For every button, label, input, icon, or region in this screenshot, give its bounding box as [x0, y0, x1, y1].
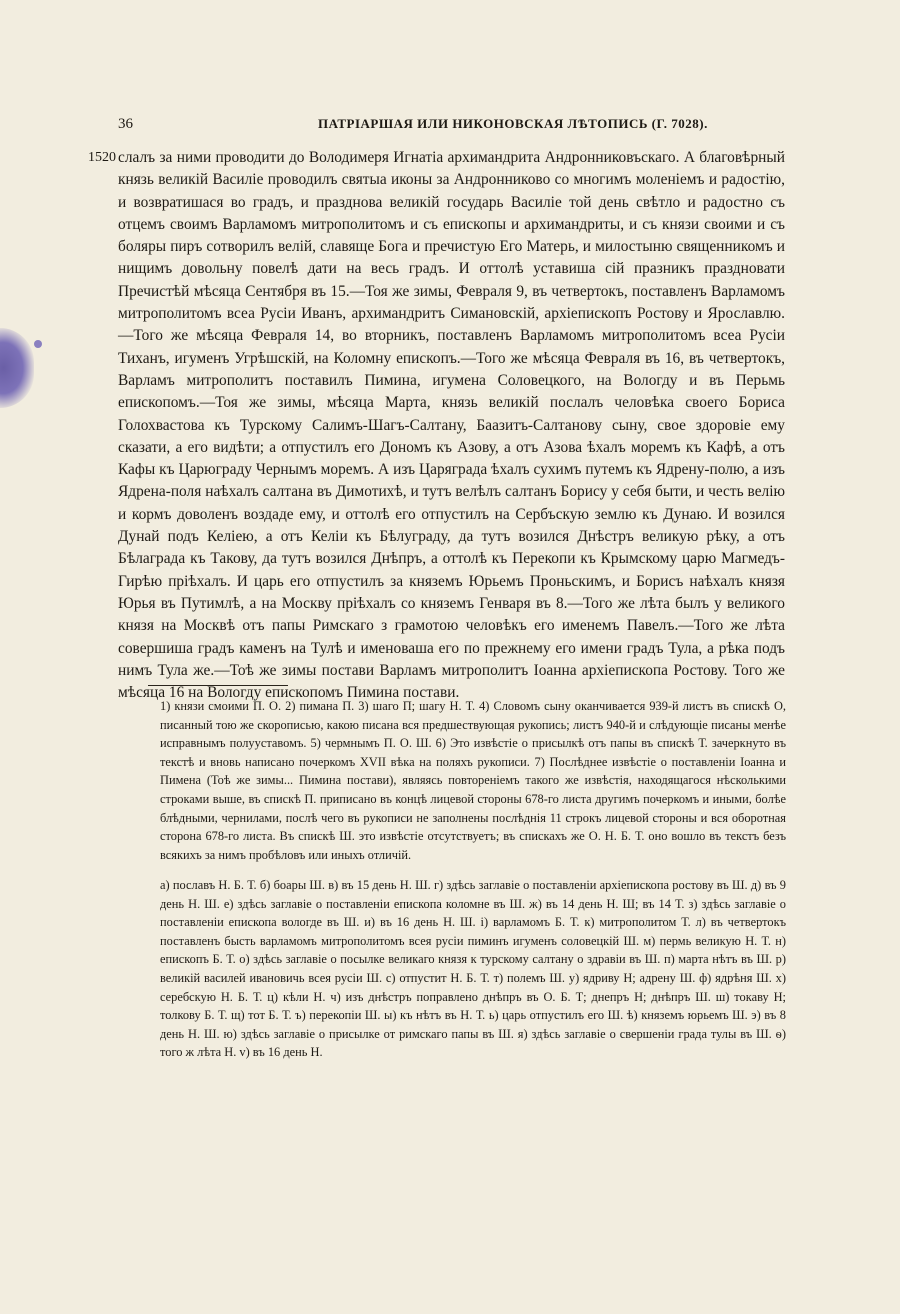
margin-year: 1520 [88, 150, 116, 165]
footnote-divider [148, 685, 288, 686]
chronicle-text: слалъ за ними проводити до Володимеря Игнатіа архимандрита Андронниковъскаго. А благовѣрный князь великій Василіе проводилъ святыа иконы за Андронниково со многимъ моленіемъ и радостію, и возвратишася во градъ, и празднова великій государь Василіе той день свѣтло и радостно съ отцемъ своимъ Варламомъ митрополитомъ и съ епископы и архимандриты, и съ князи своими и съ боляры пиръ сотворилъ велій, славяще Бога и пречистую Его Матерь, и милостыню священникомъ и нищимъ довольну повелѣ дати на весь градъ. И оттолѣ уставиша сій празникъ праздновати Пречистѣй мѣсяца Сентября въ 15.—Тоя же зимы, Февраля 9, въ четвертокъ, поставленъ Варламомъ митрополитомъ всеа Русіи Иванъ, архимандритъ Симановскій, архіепископъ Ростову и Ярославлю.—Того же мѣсяца Февраля 14, во вторникъ, поставленъ Варламомъ митрополитомъ всеа Русіи Тиханъ, игуменъ Угрѣшскій, на Коломну епископъ.—Того же мѣсяца Февраля въ 16, въ четвертокъ, Варламъ митрополитъ поставилъ Пимина, игумена Соловецкого, на Вологду и въ Перьмь епископомъ.—Тоя же зимы, мѣсяца Марта, князь великій послалъ человѣка своего Бориса Голохвастова къ Турскому Салимъ-Шагъ-Салтану, Баазитъ-Салтанову сыну, свое здоровіе ему сказати, а его видѣти; а отпустилъ его Дономъ къ Азову, а отъ Азова ѣхалъ моремъ къ Кафѣ, а отъ Кафы къ Царюграду Чернымъ моремъ. А изъ Царягрaда ѣхалъ сухимъ путемъ къ Ядрену-полю, а изъ Ядрена-поля наѣхалъ салтана въ Димотихѣ, и тутъ велѣлъ салтанъ Борису у себя быти, и честь велію и кормъ доволенъ воздаде ему, и оттолѣ его отпустилъ на Сербъскую землю къ Дунаю. И возился Дунай подъ Келіею, а отъ Келіи къ Бѣлуграду, да тутъ возился Днѣстръ великую рѣку, а отъ Бѣлаграда къ Такову, да тутъ возился Днѣпръ, а оттолѣ къ Перекопи къ Крымскому царю Магмедъ-Гирѣю пріѣхалъ. И царь его отпустилъ за княземъ Юрьемъ Проньскимъ, и Борисъ наѣхалъ князя Юрья въ Путимлѣ, а на Москву пріѣхалъ со княземъ Генваря въ 8.—Того же лѣта былъ у великого князя на Москвѣ отъ папы Римскаго з грамотою человѣкъ его именемъ Павелъ.—Того же лѣта совершиша градъ каменъ на Тулѣ и именоваша его по прежнему его имени градъ Тула, а рѣка подъ нимъ Тула же.—Тоѣ же зимы постави Варламъ митрополитъ Іоанна архіепископа Ростову. Того же мѣсяца 16 на Вологду епископомъ Пимина постави. [118, 149, 785, 702]
numbered-footnotes [160, 697, 786, 864]
variant-readings: а) пославъ Н. Б. Т. б) боары Ш. в) въ 15 день Н. Ш. г) здѣсь заглавіе о поставленіи архіепископа ростову въ Ш. д) въ 9 день Н. Ш. е) здѣсь заглавіе о поставленіи епископа коломне въ Ш. ж) въ 14 день Н. Ш; въ 14 Т. з) здѣсь заглавіе о поставленіи епископа вологде въ Ш. и) въ 16 день Н. Ш. і) варламомъ Б. Т. к) митрополитом Т. л) въ четвертокъ поставленъ бысть варламомъ митрополитомъ всея русіи пиминъ игуменъ соловецкій Ш. м) пермь великую Н. Т. н) епископъ Б. Т. о) здѣсь заглавіе о посылке великаго князя к турскому салтану о здравіи въ Ш. п) марта нѣтъ въ Ш. р) великій василей ивановичь всея русіи Ш. с) отпустит Н. Б. Т. т) полемъ Ш. у) ядриву Н; адрену Ш. ф) ядрѣня Ш. х) серебскую Н. Б. Т. ц) кѣли Н. ч) изъ днѣстръ поправлено днѣпръ въ О. Б. Т; днепръ Н; днѣпръ Ш. ш) токаву Н; толкову Б. Т. щ) тот Б. Т. ъ) перекопіи Ш. ы) къ нѣтъ въ Н. Т. ь) царь отпустилъ его Ш. ѣ) княземъ юрьемъ Ш. э) въ 8 день Н. Ш. ю) здѣсь заглавіе о присылке от римскаго папы въ Ш. я) здѣсь заглавіе о свершеніи града тулы въ Ш. ѳ) того ж лѣта Н. v) въ 16 день Н. [160, 878, 786, 1060]
lettered-footnotes [160, 876, 786, 1062]
ink-stain [0, 328, 34, 408]
page-number: 36 [118, 116, 133, 132]
running-title: ПАТРІАРШАЯ ИЛИ НИКОНОВСКАЯ ЛѢТОПИСЬ (Г. 7028). [318, 116, 708, 131]
footnote-block: 1) князи смоими П. О. 2) пимана П. 3) шаго П; шагу Н. Т. 4) Словомъ сыну оканчивается 939-й листъ въ спискѣ О, писанный тою же скорописью, какою писана вся предшествующая рукопись; листъ 940-й и слѣдующіе писаны менѣе исправнымъ полууставомъ. 5) чермнымъ П. О. Ш. 6) Это извѣстіе о присылкѣ отъ папы въ спискѣ Т. зачеркнуто въ текстѣ и вновь написано почеркомъ XVII вѣка на поляхъ рукописи. 7) Послѣднее извѣстіе о поставленіи Іоанна и Пимена (Тоѣ же зимы... Пимина постави), являясь повтореніемъ такого же извѣстія, находящагося нѣсколькими строками выше, въ спискѣ П. приписано въ концѣ лицевой стороны 678-го листа другимъ почеркомъ и иными, болѣе блѣдными, чернилами, послѣ чего въ рукописи не заполнены послѣднія 11 строкъ лицевой стороны и вся оборотная сторона 678-го листа. Въ спискѣ Ш. это извѣстіе отсутствуетъ; въ спискахъ же О. Н. Б. Т. оно вошло въ текстъ безъ всякихъ за нимъ пробѣловъ или иныхъ отличій. [160, 699, 786, 862]
ink-spot [34, 340, 42, 348]
